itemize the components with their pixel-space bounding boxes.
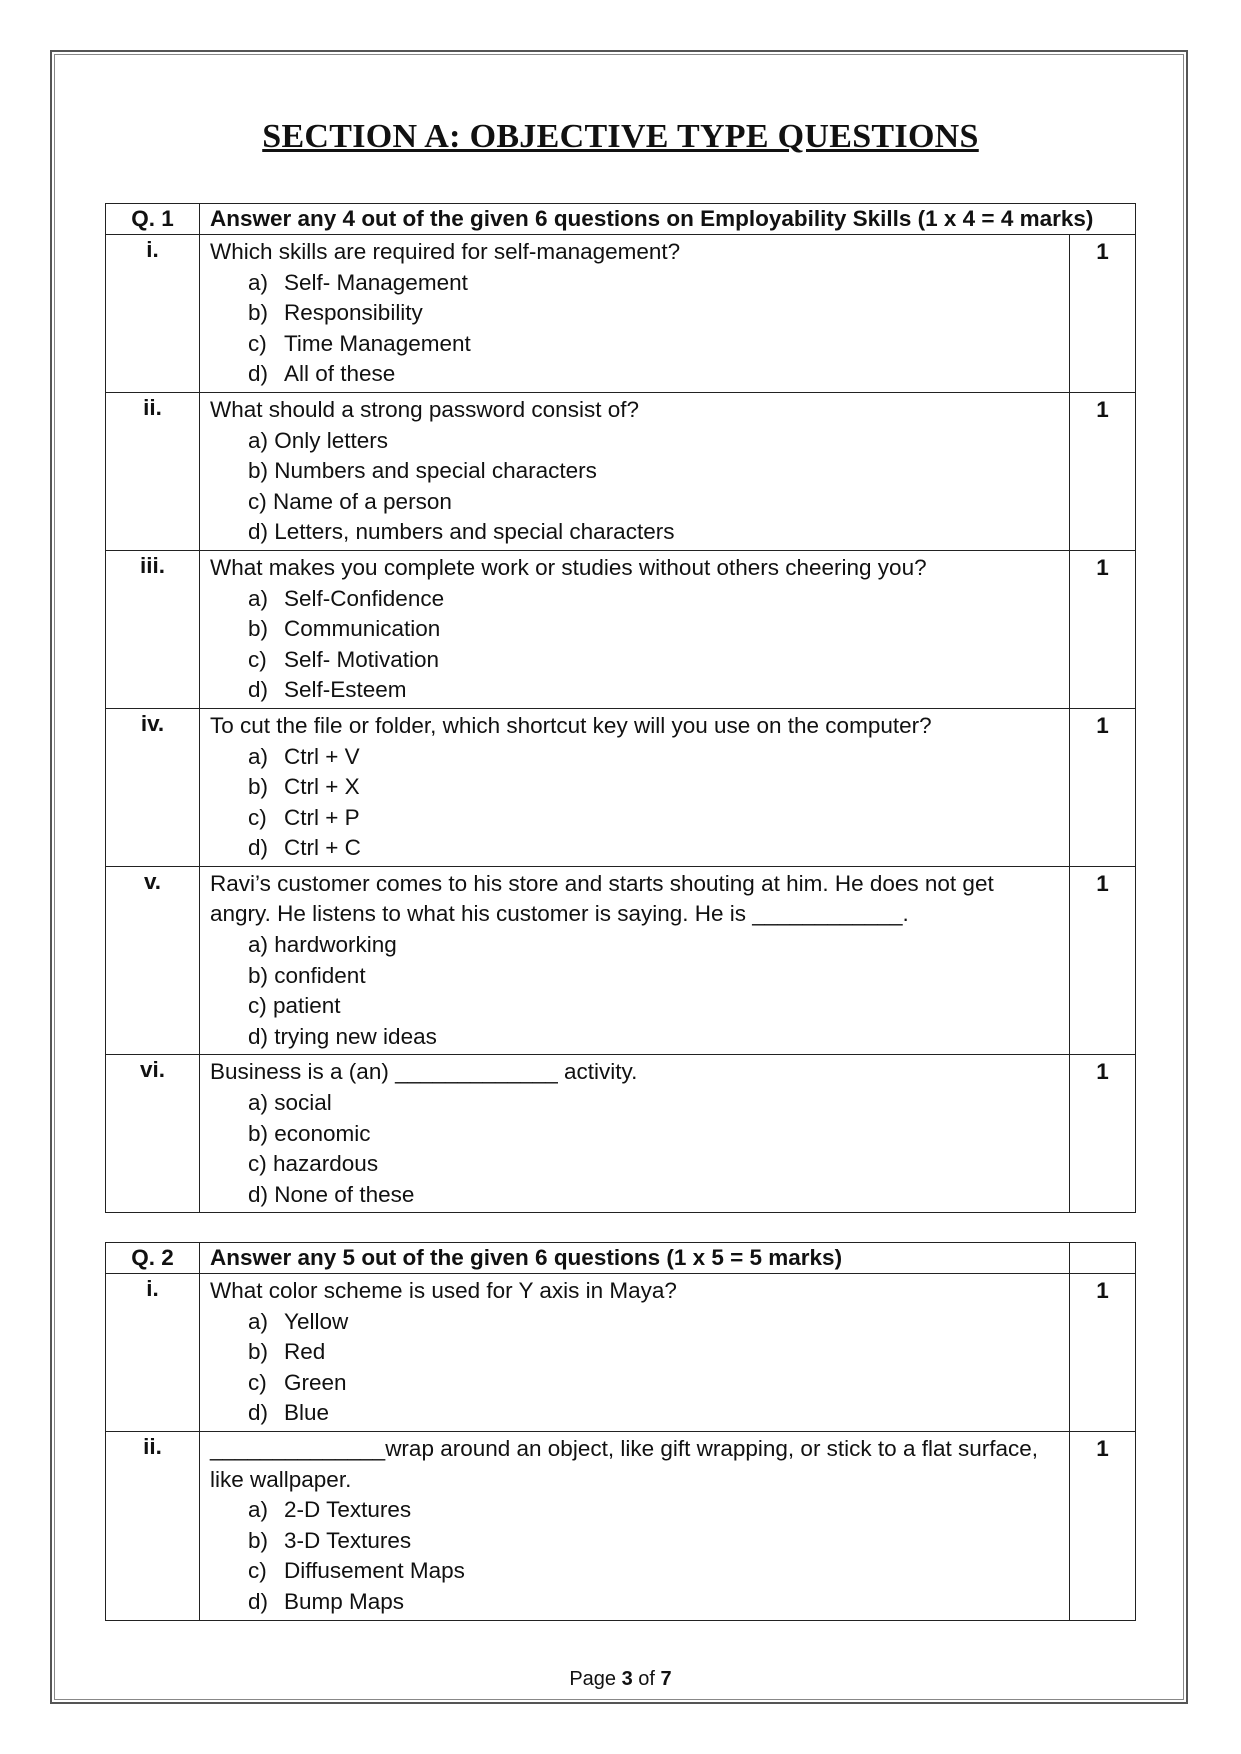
marks: 1 bbox=[1070, 1274, 1136, 1432]
question-cell bbox=[200, 235, 1070, 393]
q2-number: Q. 2 bbox=[106, 1243, 200, 1274]
option-b: b) economic bbox=[248, 1120, 371, 1146]
q1-row-v bbox=[106, 866, 1136, 1055]
marks: 1 bbox=[1069, 708, 1135, 866]
question-number: v. bbox=[106, 866, 200, 1055]
q2-row-ii bbox=[106, 1431, 1136, 1620]
question-number: iii. bbox=[106, 550, 200, 708]
option-a: a) Yellow bbox=[248, 1308, 349, 1334]
option-a: a) Self-Confidence bbox=[248, 585, 445, 611]
q2-header-marks-cell bbox=[1070, 1243, 1136, 1274]
question-text: ______________wrap around an object, like gift wrapping, or stick to a flat surface, like wallpaper. bbox=[210, 1435, 1039, 1492]
q1-row-ii bbox=[106, 392, 1136, 550]
option-d: d) All of these bbox=[248, 361, 396, 387]
option-a: a) Only letters bbox=[248, 427, 389, 453]
page-label: Page bbox=[569, 1668, 617, 1690]
option-d: d) Bump Maps bbox=[248, 1588, 405, 1614]
question-text: To cut the file or folder, which shortcut key will you use on the computer? bbox=[210, 712, 932, 738]
option-c: c) Name of a person bbox=[248, 488, 452, 514]
option-c: c) patient bbox=[248, 993, 341, 1019]
page-current: 3 bbox=[621, 1668, 633, 1690]
option-b: b) 3-D Textures bbox=[248, 1527, 412, 1553]
q1-number: Q. 1 bbox=[106, 204, 200, 235]
page-of: of bbox=[638, 1668, 655, 1690]
question-number: ii. bbox=[106, 392, 200, 550]
option-b: b) confident bbox=[248, 962, 366, 988]
question-number: vi. bbox=[106, 1055, 200, 1213]
section-title: SECTION A: OBJECTIVE TYPE QUESTIONS bbox=[262, 118, 979, 155]
question-text: What makes you complete work or studies without others cheering you? bbox=[210, 554, 927, 580]
question-cell bbox=[200, 866, 1070, 1055]
question-number: i. bbox=[106, 235, 200, 393]
option-a: a) social bbox=[248, 1090, 332, 1116]
option-d: d) Blue bbox=[248, 1400, 330, 1426]
option-c: c) Ctrl + P bbox=[248, 804, 360, 830]
question-number: ii. bbox=[106, 1431, 200, 1620]
option-d: d) Ctrl + C bbox=[248, 835, 361, 861]
q2-row-i bbox=[106, 1274, 1136, 1432]
question-text: Which skills are required for self-management? bbox=[210, 239, 681, 264]
q1-instruction: Answer any 4 out of the given 6 questions on Employability Skills (1 x 4 = 4 marks) bbox=[200, 204, 1136, 235]
q2-header-row bbox=[106, 1243, 1136, 1274]
question-text: What should a strong password consist of? bbox=[210, 396, 639, 422]
marks: 1 bbox=[1070, 1431, 1136, 1620]
q2-instruction: Answer any 5 out of the given 6 questions (1 x 5 = 5 marks) bbox=[200, 1243, 1070, 1274]
q1-header-row bbox=[106, 204, 1136, 235]
question-cell bbox=[200, 1055, 1070, 1213]
option-c: c) Green bbox=[248, 1369, 347, 1395]
q1-row-i bbox=[106, 235, 1136, 393]
option-d: d) None of these bbox=[248, 1181, 415, 1207]
option-b: b) Communication bbox=[248, 616, 441, 642]
question-cell bbox=[200, 1274, 1070, 1432]
option-a: a) 2-D Textures bbox=[248, 1497, 412, 1523]
marks: 1 bbox=[1069, 392, 1135, 550]
option-b: b) Red bbox=[248, 1339, 326, 1365]
question-text: Ravi’s customer comes to his store and starts shouting at him. He does not get angry. He listens to what his customer is saying. He is ____________. bbox=[210, 870, 994, 927]
question-cell bbox=[200, 1431, 1070, 1620]
marks: 1 bbox=[1069, 1055, 1135, 1213]
q1-row-iv bbox=[106, 708, 1136, 866]
option-c: c) Diffusement Maps bbox=[248, 1558, 465, 1584]
option-a: a) Self- Management bbox=[248, 269, 468, 295]
q2-table bbox=[105, 1242, 1136, 1621]
marks: 1 bbox=[1069, 866, 1135, 1055]
marks: 1 bbox=[1069, 550, 1135, 708]
question-cell bbox=[200, 392, 1070, 550]
q1-table bbox=[105, 203, 1136, 1213]
option-a: a) Ctrl + V bbox=[248, 743, 360, 769]
marks: 1 bbox=[1069, 235, 1135, 393]
option-d: d) trying new ideas bbox=[248, 1023, 437, 1049]
option-c: c) Time Management bbox=[248, 330, 471, 356]
question-text: Business is a (an) _____________ activity. bbox=[210, 1059, 638, 1085]
option-c: c) hazardous bbox=[248, 1151, 379, 1177]
option-c: c) Self- Motivation bbox=[248, 646, 440, 672]
question-cell bbox=[200, 550, 1070, 708]
q1-row-vi bbox=[106, 1055, 1136, 1213]
option-d: d) Self-Esteem bbox=[248, 677, 407, 703]
page-total: 7 bbox=[660, 1668, 672, 1690]
option-d: d) Letters, numbers and special characters bbox=[248, 519, 675, 545]
page-footer bbox=[0, 1668, 1241, 1691]
question-cell bbox=[200, 708, 1070, 866]
option-a: a) hardworking bbox=[248, 932, 397, 958]
question-text: What color scheme is used for Y axis in Maya? bbox=[210, 1278, 677, 1303]
option-b: b) Responsibility bbox=[248, 300, 423, 326]
question-number: iv. bbox=[106, 708, 200, 866]
question-number: i. bbox=[106, 1274, 200, 1432]
option-b: b) Ctrl + X bbox=[248, 774, 360, 800]
q1-row-iii bbox=[106, 550, 1136, 708]
option-b: b) Numbers and special characters bbox=[248, 458, 597, 484]
